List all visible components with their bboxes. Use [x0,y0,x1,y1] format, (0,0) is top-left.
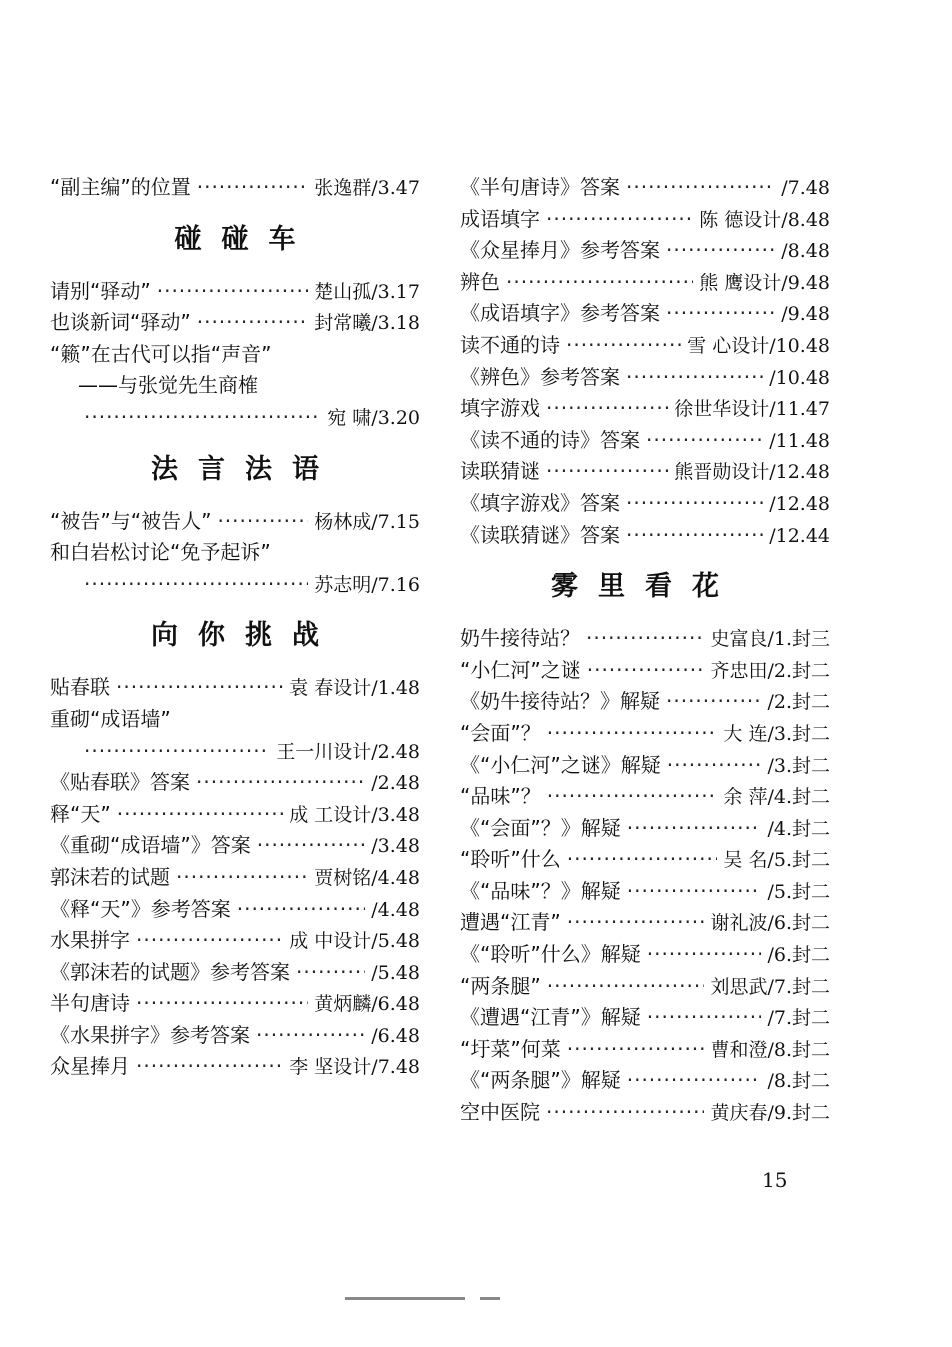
entry-author-issue: 谢礼波/6.封二 [710,912,830,935]
entry-author-issue: 陈 德设计/8.48 [699,208,830,231]
toc-entry [50,988,420,1020]
entry-title: 重砌“成语墙” [50,706,171,731]
toc-entry [460,172,830,204]
toc-entry [50,276,420,308]
toc-entry [50,402,420,434]
toc-entry [460,1002,830,1034]
toc-entry [460,1097,830,1129]
entry-title: “圩菜”何菜 [460,1036,561,1061]
toc-entry [460,623,830,655]
scan-artifact [480,1297,500,1300]
entry-title: 《奶牛接待站？》解疑 [460,689,660,714]
entry-author-issue: 余 萍/4.封二 [723,786,830,809]
leader-dots [627,1065,762,1097]
entry-author-issue: 吴 名/5.封二 [723,849,830,872]
entry-title: 水果拼字 [50,928,130,953]
entry-title: “被告”与“被告人” [50,508,212,533]
toc-entry [460,425,830,457]
entry-title: 半句唐诗 [50,991,130,1016]
right-column [460,172,830,1129]
toc-entry [50,672,420,704]
leader-dots [666,298,775,330]
entry-author-issue: 刘思武/7.封二 [710,975,830,998]
entry-title: 《郭沫若的试题》参考答案 [50,959,290,984]
toc-entry [50,1051,420,1083]
entry-author-issue: /7.48 [781,177,830,199]
entry-author-issue: 袁 春设计/1.48 [289,677,420,700]
entry-title: “两条腿” [460,973,541,998]
entry-title: 《成语填字》参考答案 [460,301,660,326]
entry-title: 《“两条腿”》解疑 [460,1068,621,1093]
leader-dots [626,362,763,394]
entry-author-issue: 大 连/3.封二 [723,722,830,745]
toc-entry [50,799,420,831]
leader-dots [547,781,718,813]
entry-title: 成语填字 [460,206,540,231]
entry-author-issue: 成 中设计/5.48 [289,930,420,953]
toc-line [50,339,420,371]
entry-author-issue: /4.48 [371,898,420,921]
leader-dots [136,925,283,957]
leader-dots [546,1097,704,1129]
entry-author-issue: 杨林成/7.15 [314,510,420,533]
toc-entry [460,330,830,362]
section-heading: 雾里看花 [551,571,739,603]
entry-author-issue: 苏志明/7.16 [314,573,420,596]
leader-dots [627,876,762,908]
leader-dots [587,655,705,687]
leader-dots [567,1034,705,1066]
toc-entry [50,894,420,926]
leader-dots [566,330,681,362]
leader-dots [547,718,718,750]
entry-author-issue: /3.48 [371,835,420,858]
entry-author-issue: 雪 心设计/10.48 [687,334,830,357]
section-heading: 向你挑战 [151,620,339,652]
toc-entry [460,1065,830,1097]
entry-author-issue: /5.48 [371,961,420,984]
leader-dots [627,813,762,845]
toc-entry [460,844,830,876]
entry-title: “小仁河”之谜 [460,657,581,682]
toc-entry [50,569,420,601]
entry-title: 贴春联 [50,675,110,700]
leader-dots [667,750,762,782]
toc-entry [460,750,830,782]
toc-entry [460,781,830,813]
entry-title: 《“小仁河”之谜》解疑 [460,752,661,777]
leader-dots [567,907,705,939]
leader-dots [296,957,365,989]
entry-title: 请别“驿动” [50,278,151,303]
entry-title: 和白岩松讨论“免予起诉” [50,540,271,565]
leader-dots [546,393,668,425]
toc-line [50,370,420,402]
leader-dots [506,267,693,299]
toc-entry [50,925,420,957]
entry-author-issue: /6.封二 [767,944,830,967]
toc-entry [460,813,830,845]
entry-author-issue: 史富良/1.封三 [710,628,830,651]
entry-author-issue: 齐忠田/2.封二 [710,659,830,682]
leader-dots [626,488,763,520]
entry-title: “品味”？ [460,784,541,809]
toc-entry [460,298,830,330]
entry-author-issue: /6.48 [371,1024,420,1047]
entry-author-issue: /12.48 [769,492,830,515]
entry-title: 《众星捧月》参考答案 [460,238,660,263]
entry-author-issue: 王一川设计/2.48 [276,740,420,763]
leader-dots [116,672,283,704]
toc-entry [460,1034,830,1066]
section-heading: 碰碰车 [174,223,316,255]
toc-entry [460,520,830,552]
leader-dots [136,988,308,1020]
entry-title: 读不通的诗 [460,332,560,357]
entry-author-issue: /5.封二 [767,880,830,903]
leader-dots [157,276,309,308]
entry-title: ——与张觉先生商榷 [78,373,258,398]
entry-title: 读联猜谜 [460,459,540,484]
entry-title: 《“聆听”什么》解疑 [460,942,641,967]
toc-entry [460,971,830,1003]
entry-title: 空中医院 [460,1100,540,1125]
toc-line [50,704,420,736]
toc-entry [460,393,830,425]
entry-author-issue: /4.封二 [767,817,830,840]
entry-title: “会面”？ [460,720,541,745]
entry-author-issue: 徐世华设计/11.47 [674,398,830,421]
toc-entry [460,686,830,718]
toc-entry [50,862,420,894]
entry-title: 《水果拼字》参考答案 [50,1022,250,1047]
leader-dots [84,736,270,768]
toc-entry [460,718,830,750]
entry-title: 奶牛接待站？ [460,626,580,651]
leader-dots [84,569,308,601]
entry-author-issue: 贾树铭/4.48 [314,866,420,889]
entry-author-issue: 黄炳麟/6.48 [314,993,420,1016]
entry-title: 释“天” [50,801,111,826]
leader-dots [626,520,763,552]
toc-entry [460,235,830,267]
entry-title: “副主编”的位置 [50,175,191,199]
entry-title: 《贴春联》答案 [50,770,190,795]
leader-dots [547,971,705,1003]
entry-author-issue: 成 工设计/3.48 [289,803,420,826]
toc-line [50,537,420,569]
entry-title: 《填字游戏》答案 [460,490,620,515]
entry-author-issue: 李 坚设计/7.48 [289,1056,420,1079]
entry-author-issue: /10.48 [769,366,830,389]
leader-dots [256,1020,365,1052]
leader-dots [84,402,321,434]
entry-title: “聆听”什么 [460,847,561,872]
toc-entry [50,736,420,768]
entry-title: 《重砌“成语墙”》答案 [50,833,251,858]
leader-dots [197,307,309,339]
toc-entry [460,362,830,394]
entry-author-issue: /2.封二 [767,691,830,714]
toc-entry [50,957,420,989]
leader-dots [586,623,704,655]
leader-dots [666,235,775,267]
entry-title: 填字游戏 [460,396,540,421]
leader-dots [196,767,365,799]
leader-dots [217,506,308,538]
entry-title: 《读不通的诗》答案 [460,427,640,452]
toc-entry [50,830,420,862]
entry-author-issue: 黄庆春/9.封二 [710,1102,830,1125]
entry-title: 《“品味”？》解疑 [460,878,621,903]
page-number: 15 [762,1168,788,1192]
entry-title: 《遭遇“江青”》解疑 [460,1005,641,1030]
toc-entry [50,506,420,538]
leader-dots [237,894,366,926]
leader-dots [136,1051,283,1083]
entry-title: “籁”在古代可以指“声音” [50,341,272,366]
toc-entry [460,939,830,971]
leader-dots [117,799,284,831]
entry-author-issue: /8.封二 [767,1070,830,1093]
entry-title: 《读联猜谜》答案 [460,522,620,547]
leader-dots [647,1002,762,1034]
leader-dots [197,172,309,204]
entry-title: 《辨色》参考答案 [460,364,620,389]
entry-author-issue: /7.封二 [767,1007,830,1030]
toc-entry [460,456,830,488]
entry-title: 《半句唐诗》答案 [460,175,620,199]
entry-title: 郭沫若的试题 [50,864,170,889]
toc-entry [460,876,830,908]
entry-author-issue: /2.48 [371,772,420,795]
left-column [50,172,420,1083]
entry-author-issue: /11.48 [769,429,830,452]
entry-author-issue: /3.封二 [767,754,830,777]
entry-author-issue: /8.48 [781,240,830,263]
toc-entry [50,1020,420,1052]
toc-entry [50,307,420,339]
leader-dots [646,425,763,457]
entry-author-issue: 封常曦/3.18 [314,312,420,335]
entry-author-issue: 宛 啸/3.20 [327,406,420,429]
toc-entry [460,655,830,687]
leader-dots [176,862,308,894]
entry-author-issue: 楚山孤/3.17 [314,280,420,303]
entry-title: 辨色 [460,269,500,294]
leader-dots [546,204,693,236]
leader-dots [647,939,762,971]
entry-title: 众星捧月 [50,1054,130,1079]
entry-author-issue: 熊 鹰设计/9.48 [699,271,830,294]
entry-title: 遭遇“江青” [460,910,561,935]
scan-artifact [345,1297,465,1300]
entry-title: 也谈新词“驿动” [50,310,191,335]
toc-entry [460,267,830,299]
toc-entry [50,767,420,799]
leader-dots [257,830,366,862]
toc-entry [50,172,420,204]
leader-dots [546,456,668,488]
leader-dots [626,172,775,204]
section-heading: 法言法语 [151,453,339,485]
entry-title: 《释“天”》参考答案 [50,896,231,921]
entry-author-issue: 熊晋勋设计/12.48 [674,461,830,484]
leader-dots [666,686,761,718]
toc-entry [460,907,830,939]
leader-dots [567,844,718,876]
toc-entry [460,488,830,520]
entry-title: 《“会面”？》解疑 [460,815,621,840]
toc-entry [460,204,830,236]
entry-author-issue: 张逸群/3.47 [314,177,420,199]
entry-author-issue: /12.44 [769,524,830,547]
entry-author-issue: /9.48 [781,303,830,326]
entry-author-issue: 曹和澄/8.封二 [710,1038,830,1061]
